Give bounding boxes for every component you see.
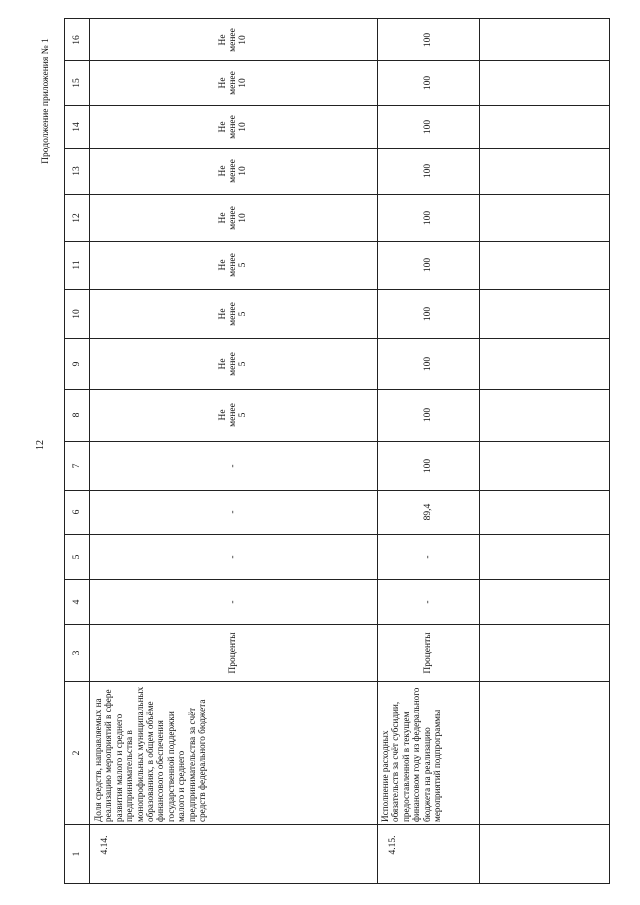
column-number: 11: [72, 260, 82, 270]
row-value: Не менее 5: [218, 352, 248, 376]
column-number: 6: [72, 509, 82, 515]
column-number: 13: [72, 166, 82, 176]
column-number: 15: [72, 78, 82, 88]
row-value: 100: [423, 210, 433, 226]
row-value: Не менее 5: [218, 403, 248, 427]
row-number: 4.15.: [388, 835, 398, 855]
table-divider: [65, 105, 609, 106]
table-divider: [65, 289, 609, 290]
row-value: Не менее 10: [218, 206, 248, 230]
row-value: 100: [423, 163, 433, 179]
table-divider: [65, 194, 609, 195]
row-value: Не менее 5: [218, 302, 248, 326]
column-number: 12: [72, 213, 82, 223]
column-number: 16: [72, 35, 82, 45]
row-value: Не менее 5: [218, 253, 248, 277]
column-number: 14: [72, 122, 82, 132]
row-value: -: [228, 510, 238, 514]
table-divider: [65, 624, 609, 625]
column-number: 10: [72, 309, 82, 319]
row-value: -: [423, 600, 433, 604]
column-number: 2: [72, 750, 82, 756]
table-divider: [65, 148, 609, 149]
column-number: 4: [72, 599, 82, 605]
column-number: 9: [72, 361, 82, 367]
row-value: 100: [423, 257, 433, 273]
row-value: Не менее 10: [218, 115, 248, 139]
row-value: -: [228, 464, 238, 468]
row-value: 100: [423, 306, 433, 322]
continuation-label-text: Продолжение приложения № 1: [41, 38, 51, 164]
row-value: 100: [423, 119, 433, 135]
row-unit: Проценты: [228, 632, 238, 674]
table-divider: [65, 681, 609, 682]
table-divider: [65, 579, 609, 580]
row-value: Не менее 10: [218, 159, 248, 183]
row-value: -: [228, 600, 238, 604]
row-value: -: [423, 555, 433, 559]
column-number: 5: [72, 554, 82, 560]
row-description: Исполнение расходных обязательств за счёт субсидии, предоставленной в текущем финансовом году из федерального бюджета на реализацию мероприятий подпрограммы: [380, 687, 443, 822]
row-value: 89,4: [423, 503, 433, 521]
table-divider: [65, 389, 609, 390]
row-value: 100: [423, 407, 433, 423]
table-divider: [65, 338, 609, 339]
column-number: 3: [72, 650, 82, 656]
row-value: 100: [423, 458, 433, 474]
row-value: Не менее 10: [218, 28, 248, 52]
column-number: 7: [72, 463, 82, 469]
row-value: 100: [423, 32, 433, 48]
row-description: Доля средств, направляемых на реализацию мероприятий в сфере развития малого и среднего предпринимательства в монопрофильных муниципальных образованиях, в общем объёме финансового обеспечения государственной поддержки малого и среднего предпринимательства за счёт средств федерального бюджета: [93, 686, 208, 822]
indicator-table: [64, 18, 610, 884]
row-value: 100: [423, 356, 433, 372]
continuation-label: [36, 16, 56, 186]
row-unit: Проценты: [423, 632, 433, 674]
column-number: 8: [72, 412, 82, 418]
page-number: 12: [35, 440, 46, 450]
table-divider: [65, 441, 609, 442]
table-divider: [65, 490, 609, 491]
table-divider: [65, 60, 609, 61]
table-divider: [65, 534, 609, 535]
table-divider: [65, 824, 609, 825]
table-divider: [65, 241, 609, 242]
row-value: 100: [423, 75, 433, 91]
row-number: 4.14.: [100, 835, 110, 855]
row-value: -: [228, 555, 238, 559]
row-value: Не менее 10: [218, 71, 248, 95]
column-number: 1: [72, 851, 82, 857]
